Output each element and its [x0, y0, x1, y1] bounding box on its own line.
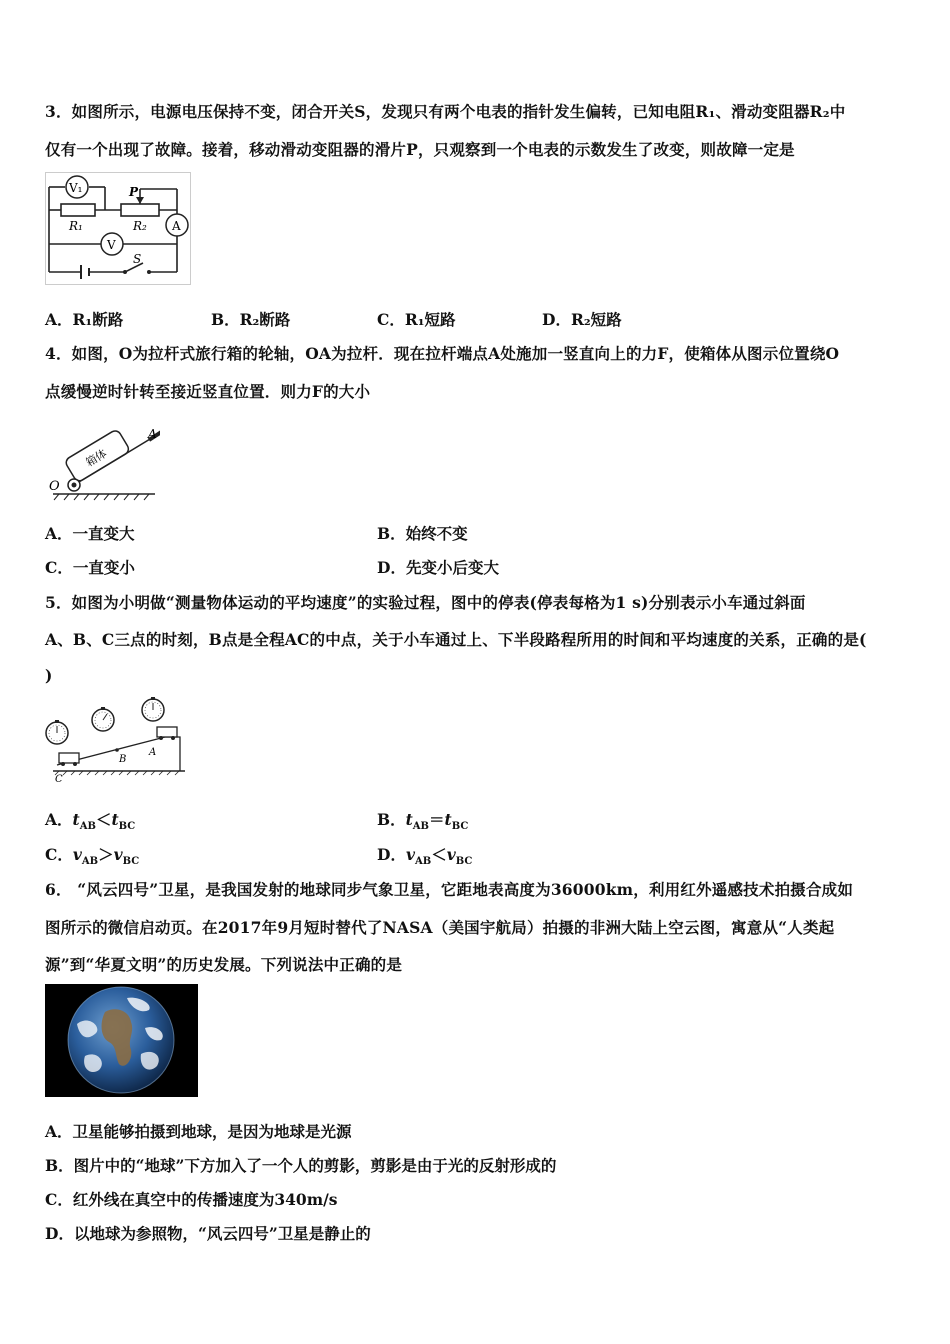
a-point-label: A	[148, 427, 157, 441]
q5-option-a[interactable]: A．$t_{AB}<t_{BC}$	[45, 810, 136, 833]
stopwatch-c-icon	[46, 720, 68, 744]
box-label: 箱体	[83, 446, 110, 470]
r1-label: R₁	[69, 219, 83, 233]
s-label: S	[133, 252, 142, 266]
q5-option-c[interactable]: C．$v_{AB}>v_{BC}$	[45, 845, 140, 868]
q3-option-c[interactable]: C．R₁短路	[377, 310, 456, 329]
q5-stem-line2: A、B、C三点的时刻，B点是全程AC的中点，关于小车通过上、下半段路程所用的时间和平均速度的关系，正确的是(	[45, 630, 867, 649]
q5-stem-line3: )	[45, 666, 53, 685]
r1-resistor	[61, 204, 95, 216]
q4-option-c[interactable]: C．一直变小	[45, 558, 135, 577]
q3-stem-line1: 3．如图所示，电源电压保持不变，闭合开关S，发现只有两个电表的指针发生偏转，已知电阻R₁、滑动变阻器R₂中	[45, 102, 846, 121]
o-label: O	[49, 479, 60, 494]
v-label: V	[107, 238, 116, 252]
ramp-diagram	[45, 693, 190, 785]
q6-option-d[interactable]: D．以地球为参照物，“风云四号”卫星是静止的	[45, 1224, 371, 1243]
q4-option-d[interactable]: D．先变小后变大	[377, 558, 499, 577]
a-label: A	[172, 219, 181, 233]
p-label: P	[129, 185, 139, 199]
stopwatch-a-icon	[142, 697, 164, 721]
point-c-label: C	[55, 774, 63, 785]
cart-bottom	[59, 753, 79, 766]
earth-photo	[45, 984, 198, 1097]
q5-option-b[interactable]: B．$t_{AB}=t_{BC}$	[377, 810, 469, 833]
q6-option-c[interactable]: C．红外线在真空中的传播速度为340m/s	[45, 1190, 338, 1209]
cart-top	[157, 727, 177, 740]
v1-label: V₁	[69, 181, 83, 195]
q4-option-b[interactable]: B．始终不变	[377, 524, 468, 543]
r2-rheostat	[121, 204, 159, 216]
q5-option-d[interactable]: D．$v_{AB}<v_{BC}$	[377, 845, 473, 868]
q6-option-b[interactable]: B．图片中的“地球”下方加入了一个人的剪影，剪影是由于光的反射形成的	[45, 1156, 557, 1175]
q3-option-a[interactable]: A．R₁断路	[45, 310, 124, 329]
r2-label: R₂	[133, 219, 147, 233]
luggage-diagram	[45, 412, 160, 502]
q3-option-d[interactable]: D．R₂短路	[542, 310, 622, 329]
q4-option-a[interactable]: A．一直变大	[45, 524, 135, 543]
point-a-label: A	[149, 747, 157, 758]
stopwatch-b-icon	[92, 707, 114, 731]
q5-stem-line1: 5．如图为小明做“测量物体运动的平均速度”的实验过程，图中的停表(停表每格为1 s)分别表示小车通过斜面	[45, 593, 806, 612]
q6-stem-line2: 图所示的微信启动页。在2017年9月短时替代了NASA（美国宇航局）拍摄的非洲大陆上空云图，寓意从“人类起	[45, 918, 835, 937]
q6-stem-line1: 6． “风云四号”卫星，是我国发射的地球同步气象卫星，它距地表高度为36000km，利用红外遥感技术拍摄合成如	[45, 880, 854, 899]
q4-stem-line1: 4．如图，O为拉杆式旅行箱的轮轴，OA为拉杆．现在拉杆端点A处施加一竖直向上的力F，使箱体从图示位置绕O	[45, 344, 840, 363]
q6-stem-line3: 源”到“华夏文明”的历史发展。下列说法中正确的是	[45, 955, 403, 974]
point-b-label: B	[119, 754, 127, 765]
q4-stem-line2: 点缓慢逆时针转至接近竖直位置．则力F的大小	[45, 382, 371, 401]
q6-option-a[interactable]: A．卫星能够拍摄到地球，是因为地球是光源	[45, 1122, 352, 1141]
circuit-diagram	[45, 172, 195, 287]
q3-stem-line2: 仅有一个出现了故障。接着，移动滑动变阻器的滑片P，只观察到一个电表的示数发生了改变，则故障一定是	[45, 140, 795, 159]
q3-option-b[interactable]: B．R₂断路	[211, 310, 291, 329]
